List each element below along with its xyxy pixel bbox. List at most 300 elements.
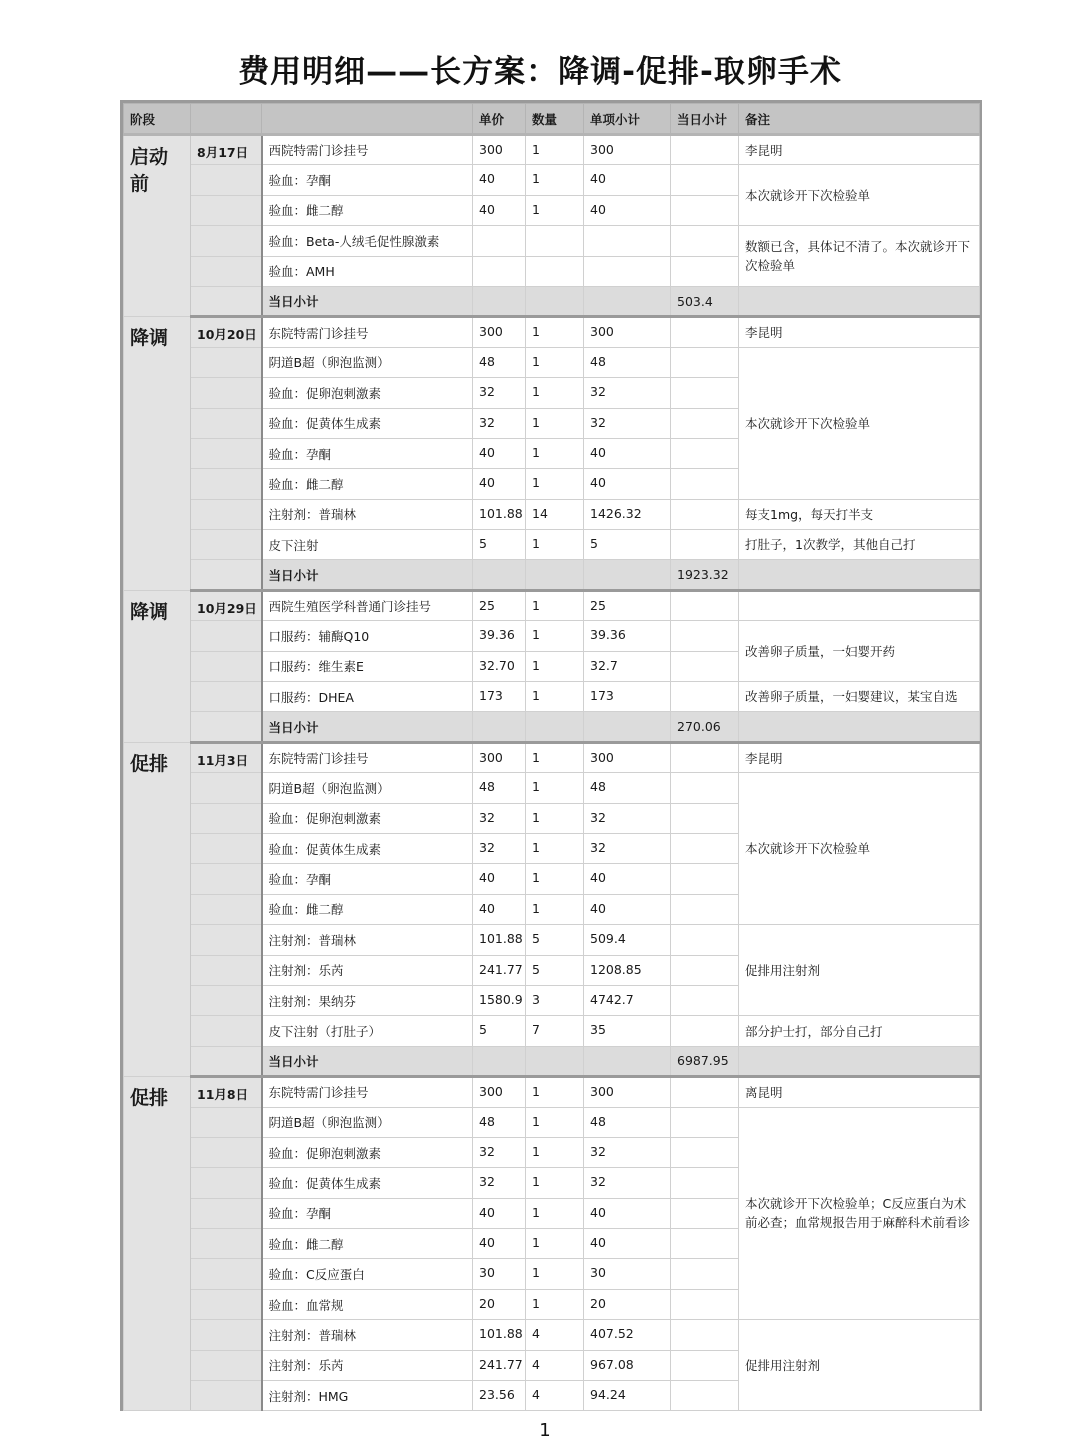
price-cell: 48 — [473, 347, 526, 377]
qty-cell: 1 — [526, 894, 584, 924]
daily-subtotal-cell — [671, 1320, 739, 1350]
stage-cell: 促排 — [124, 1077, 191, 1411]
date-cell: 10月20日 — [191, 317, 262, 347]
date-cell-empty — [191, 408, 262, 438]
qty-cell — [526, 1046, 584, 1076]
subtotal-cell: 509.4 — [584, 925, 671, 955]
price-cell: 300 — [473, 317, 526, 347]
expense-table — [123, 103, 980, 1411]
price-cell: 20 — [473, 1289, 526, 1319]
date-cell: 8月17日 — [191, 135, 262, 165]
date-cell-empty — [191, 499, 262, 529]
price-cell: 32 — [473, 833, 526, 863]
subtotal-cell: 300 — [584, 742, 671, 772]
daily-subtotal-row — [124, 286, 980, 316]
price-cell: 5 — [473, 530, 526, 560]
qty-cell: 1 — [526, 165, 584, 195]
qty-cell: 1 — [526, 135, 584, 165]
notes-cell — [739, 560, 980, 590]
date-cell-empty — [191, 1198, 262, 1228]
item-cell: 西院特需门诊挂号 — [262, 135, 473, 165]
date-cell-empty — [191, 651, 262, 681]
price-cell — [473, 712, 526, 742]
notes-cell: 数额已含，具体记不清了。本次就诊开下次检验单 — [739, 226, 980, 287]
date-cell-empty — [191, 1381, 262, 1411]
daily-subtotal-cell — [671, 803, 739, 833]
qty-cell: 1 — [526, 1198, 584, 1228]
daily-subtotal-cell — [671, 590, 739, 620]
table-row — [124, 1077, 980, 1107]
subtotal-cell: 40 — [584, 1229, 671, 1259]
item-cell: 注射剂：乐芮 — [262, 1350, 473, 1380]
price-cell: 40 — [473, 864, 526, 894]
price-cell: 32 — [473, 408, 526, 438]
date-cell-empty — [191, 1046, 262, 1076]
qty-cell: 5 — [526, 955, 584, 985]
item-cell: 验血：孕酮 — [262, 165, 473, 195]
subtotal-cell: 40 — [584, 438, 671, 468]
header-notes: 备注 — [739, 104, 980, 135]
daily-subtotal-value: 503.4 — [671, 286, 739, 316]
subtotal-cell: 40 — [584, 469, 671, 499]
date-cell-empty — [191, 1016, 262, 1046]
qty-cell — [526, 560, 584, 590]
price-cell: 39.36 — [473, 621, 526, 651]
daily-subtotal-cell — [671, 621, 739, 651]
date-cell-empty — [191, 985, 262, 1015]
item-cell: 验血：Beta-人绒毛促性腺激素 — [262, 226, 473, 256]
price-cell: 101.88 — [473, 1320, 526, 1350]
qty-cell: 1 — [526, 742, 584, 772]
notes-cell: 本次就诊开下次检验单 — [739, 773, 980, 925]
qty-cell: 4 — [526, 1320, 584, 1350]
date-cell-empty — [191, 165, 262, 195]
daily-subtotal-cell — [671, 773, 739, 803]
daily-subtotal-cell — [671, 530, 739, 560]
qty-cell: 1 — [526, 1107, 584, 1137]
stage-cell: 启动前 — [124, 135, 191, 317]
subtotal-cell: 300 — [584, 317, 671, 347]
subtotal-cell: 32 — [584, 1137, 671, 1167]
daily-subtotal-cell — [671, 1229, 739, 1259]
item-cell: 阴道B超（卵泡监测） — [262, 1107, 473, 1137]
item-cell: 验血：促卵泡刺激素 — [262, 803, 473, 833]
expense-table-container — [120, 100, 982, 1411]
date-cell: 11月8日 — [191, 1077, 262, 1107]
notes-cell: 打肚子，1次教学，其他自己打 — [739, 530, 980, 560]
subtotal-cell: 1426.32 — [584, 499, 671, 529]
price-cell: 32 — [473, 1168, 526, 1198]
header-stage: 阶段 — [124, 104, 191, 135]
daily-subtotal-cell — [671, 833, 739, 863]
qty-cell: 1 — [526, 651, 584, 681]
table-row — [124, 226, 980, 256]
table-row — [124, 347, 980, 377]
date-cell-empty — [191, 195, 262, 225]
subtotal-cell: 32.7 — [584, 651, 671, 681]
daily-subtotal-cell — [671, 1077, 739, 1107]
subtotal-cell: 32 — [584, 803, 671, 833]
subtotal-cell: 300 — [584, 135, 671, 165]
notes-cell: 每支1mg，每天打半支 — [739, 499, 980, 529]
date-cell-empty — [191, 469, 262, 499]
price-cell — [473, 1046, 526, 1076]
subtotal-cell: 48 — [584, 773, 671, 803]
subtotal-cell: 407.52 — [584, 1320, 671, 1350]
date-cell-empty — [191, 712, 262, 742]
item-cell: 口服药：维生素E — [262, 651, 473, 681]
qty-cell: 1 — [526, 1229, 584, 1259]
date-cell-empty — [191, 621, 262, 651]
daily-subtotal-cell — [671, 925, 739, 955]
date-cell-empty — [191, 1229, 262, 1259]
table-row — [124, 1107, 980, 1137]
item-cell: 注射剂：果纳芬 — [262, 985, 473, 1015]
qty-cell: 1 — [526, 1289, 584, 1319]
qty-cell: 1 — [526, 621, 584, 651]
date-cell-empty — [191, 1107, 262, 1137]
header-daily-subtotal: 当日小计 — [671, 104, 739, 135]
daily-subtotal-value: 1923.32 — [671, 560, 739, 590]
notes-cell: 改善卵子质量，一妇婴建议，某宝自选 — [739, 682, 980, 712]
notes-cell: 本次就诊开下次检验单 — [739, 165, 980, 226]
subtotal-cell: 32 — [584, 408, 671, 438]
daily-subtotal-cell — [671, 985, 739, 1015]
stage-cell: 降调 — [124, 317, 191, 591]
price-cell: 25 — [473, 590, 526, 620]
item-cell: 口服药：DHEA — [262, 682, 473, 712]
notes-cell: 部分护士打，部分自己打 — [739, 1016, 980, 1046]
qty-cell: 3 — [526, 985, 584, 1015]
subtotal-cell: 40 — [584, 195, 671, 225]
item-cell: 东院特需门诊挂号 — [262, 1077, 473, 1107]
date-cell-empty — [191, 530, 262, 560]
item-cell: 验血：促黄体生成素 — [262, 833, 473, 863]
daily-subtotal-cell — [671, 195, 739, 225]
daily-subtotal-cell — [671, 682, 739, 712]
qty-cell — [526, 226, 584, 256]
subtotal-cell: 40 — [584, 894, 671, 924]
price-cell: 300 — [473, 135, 526, 165]
daily-subtotal-cell — [671, 651, 739, 681]
notes-cell: 本次就诊开下次检验单 — [739, 347, 980, 499]
date-cell: 11月3日 — [191, 742, 262, 772]
notes-cell — [739, 1046, 980, 1076]
subtotal-cell: 40 — [584, 165, 671, 195]
price-cell: 23.56 — [473, 1381, 526, 1411]
qty-cell: 1 — [526, 590, 584, 620]
table-row — [124, 1320, 980, 1350]
date-cell-empty — [191, 1137, 262, 1167]
price-cell: 173 — [473, 682, 526, 712]
table-row — [124, 925, 980, 955]
subtotal-cell: 40 — [584, 864, 671, 894]
qty-cell: 5 — [526, 925, 584, 955]
qty-cell: 1 — [526, 773, 584, 803]
qty-cell: 1 — [526, 864, 584, 894]
date-cell-empty — [191, 438, 262, 468]
price-cell: 241.77 — [473, 955, 526, 985]
subtotal-cell: 32 — [584, 1168, 671, 1198]
daily-subtotal-cell — [671, 1259, 739, 1289]
notes-cell: 李昆明 — [739, 135, 980, 165]
subtotal-cell: 40 — [584, 1198, 671, 1228]
daily-subtotal-cell — [671, 1016, 739, 1046]
table-row — [124, 773, 980, 803]
table-header-row — [124, 104, 980, 135]
item-cell: 验血：C反应蛋白 — [262, 1259, 473, 1289]
qty-cell: 1 — [526, 469, 584, 499]
qty-cell: 4 — [526, 1381, 584, 1411]
price-cell: 40 — [473, 1229, 526, 1259]
item-cell: 验血：AMH — [262, 256, 473, 286]
qty-cell: 1 — [526, 347, 584, 377]
price-cell: 300 — [473, 1077, 526, 1107]
qty-cell: 1 — [526, 1137, 584, 1167]
subtotal-cell: 48 — [584, 347, 671, 377]
item-cell: 阴道B超（卵泡监测） — [262, 347, 473, 377]
qty-cell — [526, 286, 584, 316]
stage-cell: 促排 — [124, 742, 191, 1076]
item-cell: 口服药：辅酶Q10 — [262, 621, 473, 651]
subtotal-cell — [584, 226, 671, 256]
qty-cell: 1 — [526, 682, 584, 712]
item-cell: 验血：雌二醇 — [262, 195, 473, 225]
item-cell: 验血：雌二醇 — [262, 1229, 473, 1259]
price-cell: 32 — [473, 378, 526, 408]
price-cell: 5 — [473, 1016, 526, 1046]
price-cell — [473, 560, 526, 590]
page-title: 费用明细——长方案：降调-促排-取卵手术 — [238, 54, 842, 90]
item-cell: 注射剂：普瑞林 — [262, 499, 473, 529]
daily-subtotal-cell — [671, 438, 739, 468]
item-cell: 东院特需门诊挂号 — [262, 742, 473, 772]
daily-subtotal-cell — [671, 1107, 739, 1137]
price-cell: 241.77 — [473, 1350, 526, 1380]
daily-subtotal-cell — [671, 165, 739, 195]
price-cell: 101.88 — [473, 499, 526, 529]
price-cell: 32 — [473, 1137, 526, 1167]
table-row — [124, 499, 980, 529]
qty-cell: 1 — [526, 317, 584, 347]
date-cell-empty — [191, 1168, 262, 1198]
table-row — [124, 530, 980, 560]
subtotal-cell: 32 — [584, 378, 671, 408]
subtotal-cell — [584, 286, 671, 316]
daily-subtotal-cell — [671, 1168, 739, 1198]
item-cell: 注射剂：HMG — [262, 1381, 473, 1411]
table-body — [124, 135, 980, 1411]
subtotal-cell: 5 — [584, 530, 671, 560]
price-cell: 40 — [473, 195, 526, 225]
daily-subtotal-row — [124, 1046, 980, 1076]
daily-subtotal-cell — [671, 408, 739, 438]
notes-cell: 促排用注射剂 — [739, 925, 980, 1016]
daily-subtotal-value: 6987.95 — [671, 1046, 739, 1076]
notes-cell: 离昆明 — [739, 1077, 980, 1107]
subtotal-cell: 39.36 — [584, 621, 671, 651]
subtotal-cell — [584, 256, 671, 286]
date-cell-empty — [191, 560, 262, 590]
date-cell-empty — [191, 226, 262, 256]
date-cell-empty — [191, 1289, 262, 1319]
daily-subtotal-row — [124, 712, 980, 742]
subtotal-cell: 30 — [584, 1259, 671, 1289]
price-cell: 101.88 — [473, 925, 526, 955]
qty-cell: 14 — [526, 499, 584, 529]
item-cell: 皮下注射 — [262, 530, 473, 560]
price-cell — [473, 226, 526, 256]
price-cell: 32.70 — [473, 651, 526, 681]
qty-cell: 4 — [526, 1350, 584, 1380]
daily-subtotal-cell — [671, 347, 739, 377]
daily-subtotal-cell — [671, 1381, 739, 1411]
daily-subtotal-cell — [671, 135, 739, 165]
daily-subtotal-cell — [671, 894, 739, 924]
daily-subtotal-cell — [671, 469, 739, 499]
date-cell-empty — [191, 955, 262, 985]
date-cell-empty — [191, 1320, 262, 1350]
item-cell: 注射剂：乐芮 — [262, 955, 473, 985]
daily-subtotal-cell — [671, 499, 739, 529]
qty-cell: 1 — [526, 408, 584, 438]
date-cell-empty — [191, 894, 262, 924]
subtotal-cell: 967.08 — [584, 1350, 671, 1380]
price-cell: 1580.9 — [473, 985, 526, 1015]
date-cell-empty — [191, 1259, 262, 1289]
item-cell: 验血：促黄体生成素 — [262, 408, 473, 438]
item-cell: 验血：孕酮 — [262, 1198, 473, 1228]
table-row — [124, 135, 980, 165]
daily-subtotal-cell — [671, 1198, 739, 1228]
daily-subtotal-label: 当日小计 — [262, 712, 473, 742]
price-cell: 40 — [473, 894, 526, 924]
daily-subtotal-cell — [671, 317, 739, 347]
table-row — [124, 590, 980, 620]
qty-cell: 1 — [526, 803, 584, 833]
daily-subtotal-cell — [671, 256, 739, 286]
subtotal-cell: 48 — [584, 1107, 671, 1137]
price-cell: 48 — [473, 1107, 526, 1137]
daily-subtotal-row — [124, 560, 980, 590]
daily-subtotal-label: 当日小计 — [262, 286, 473, 316]
qty-cell: 1 — [526, 195, 584, 225]
item-cell: 注射剂：普瑞林 — [262, 925, 473, 955]
item-cell: 皮下注射（打肚子） — [262, 1016, 473, 1046]
price-cell: 40 — [473, 469, 526, 499]
daily-subtotal-cell — [671, 955, 739, 985]
daily-subtotal-cell — [671, 378, 739, 408]
item-cell: 验血：促卵泡刺激素 — [262, 378, 473, 408]
item-cell: 验血：雌二醇 — [262, 469, 473, 499]
qty-cell: 1 — [526, 438, 584, 468]
notes-cell: 本次就诊开下次检验单；C反应蛋白为术前必查；血常规报告用于麻醉科术前看诊 — [739, 1107, 980, 1320]
notes-cell: 促排用注射剂 — [739, 1320, 980, 1411]
qty-cell: 1 — [526, 378, 584, 408]
header-price: 单价 — [473, 104, 526, 135]
date-cell-empty — [191, 833, 262, 863]
qty-cell — [526, 256, 584, 286]
date-cell-empty — [191, 256, 262, 286]
qty-cell: 1 — [526, 1259, 584, 1289]
date-cell-empty — [191, 1350, 262, 1380]
stage-cell: 降调 — [124, 590, 191, 742]
subtotal-cell: 173 — [584, 682, 671, 712]
table-row — [124, 742, 980, 772]
price-cell: 40 — [473, 438, 526, 468]
subtotal-cell: 20 — [584, 1289, 671, 1319]
item-cell: 验血：孕酮 — [262, 438, 473, 468]
price-cell: 30 — [473, 1259, 526, 1289]
daily-subtotal-cell — [671, 864, 739, 894]
daily-subtotal-value: 270.06 — [671, 712, 739, 742]
header-date — [191, 104, 262, 135]
price-cell: 40 — [473, 165, 526, 195]
date-cell-empty — [191, 773, 262, 803]
subtotal-cell — [584, 712, 671, 742]
qty-cell: 1 — [526, 833, 584, 863]
price-cell: 300 — [473, 742, 526, 772]
price-cell: 32 — [473, 803, 526, 833]
date-cell-empty — [191, 378, 262, 408]
daily-subtotal-label: 当日小计 — [262, 560, 473, 590]
notes-cell — [739, 712, 980, 742]
subtotal-cell — [584, 560, 671, 590]
daily-subtotal-cell — [671, 226, 739, 256]
notes-cell: 李昆明 — [739, 742, 980, 772]
notes-cell: 李昆明 — [739, 317, 980, 347]
daily-subtotal-cell — [671, 1289, 739, 1319]
price-cell — [473, 286, 526, 316]
qty-cell: 7 — [526, 1016, 584, 1046]
date-cell-empty — [191, 347, 262, 377]
qty-cell — [526, 712, 584, 742]
header-qty: 数量 — [526, 104, 584, 135]
item-cell: 验血：雌二醇 — [262, 894, 473, 924]
subtotal-cell: 4742.7 — [584, 985, 671, 1015]
table-row — [124, 317, 980, 347]
header-item — [262, 104, 473, 135]
subtotal-cell: 94.24 — [584, 1381, 671, 1411]
daily-subtotal-label: 当日小计 — [262, 1046, 473, 1076]
item-cell: 阴道B超（卵泡监测） — [262, 773, 473, 803]
item-cell: 验血：血常规 — [262, 1289, 473, 1319]
subtotal-cell: 1208.85 — [584, 955, 671, 985]
subtotal-cell: 25 — [584, 590, 671, 620]
item-cell: 验血：孕酮 — [262, 864, 473, 894]
notes-cell — [739, 286, 980, 316]
item-cell: 验血：促黄体生成素 — [262, 1168, 473, 1198]
daily-subtotal-cell — [671, 1137, 739, 1167]
page-number: 1 — [539, 1420, 551, 1440]
date-cell-empty — [191, 286, 262, 316]
date-cell-empty — [191, 803, 262, 833]
date-cell-empty — [191, 864, 262, 894]
table-row — [124, 165, 980, 195]
notes-cell — [739, 590, 980, 620]
price-cell — [473, 256, 526, 286]
header-subtotal: 单项小计 — [584, 104, 671, 135]
price-cell: 48 — [473, 773, 526, 803]
table-row — [124, 682, 980, 712]
subtotal-cell: 32 — [584, 833, 671, 863]
item-cell: 西院生殖医学科普通门诊挂号 — [262, 590, 473, 620]
item-cell: 注射剂：普瑞林 — [262, 1320, 473, 1350]
qty-cell: 1 — [526, 1077, 584, 1107]
qty-cell: 1 — [526, 1168, 584, 1198]
subtotal-cell — [584, 1046, 671, 1076]
table-row — [124, 621, 980, 651]
